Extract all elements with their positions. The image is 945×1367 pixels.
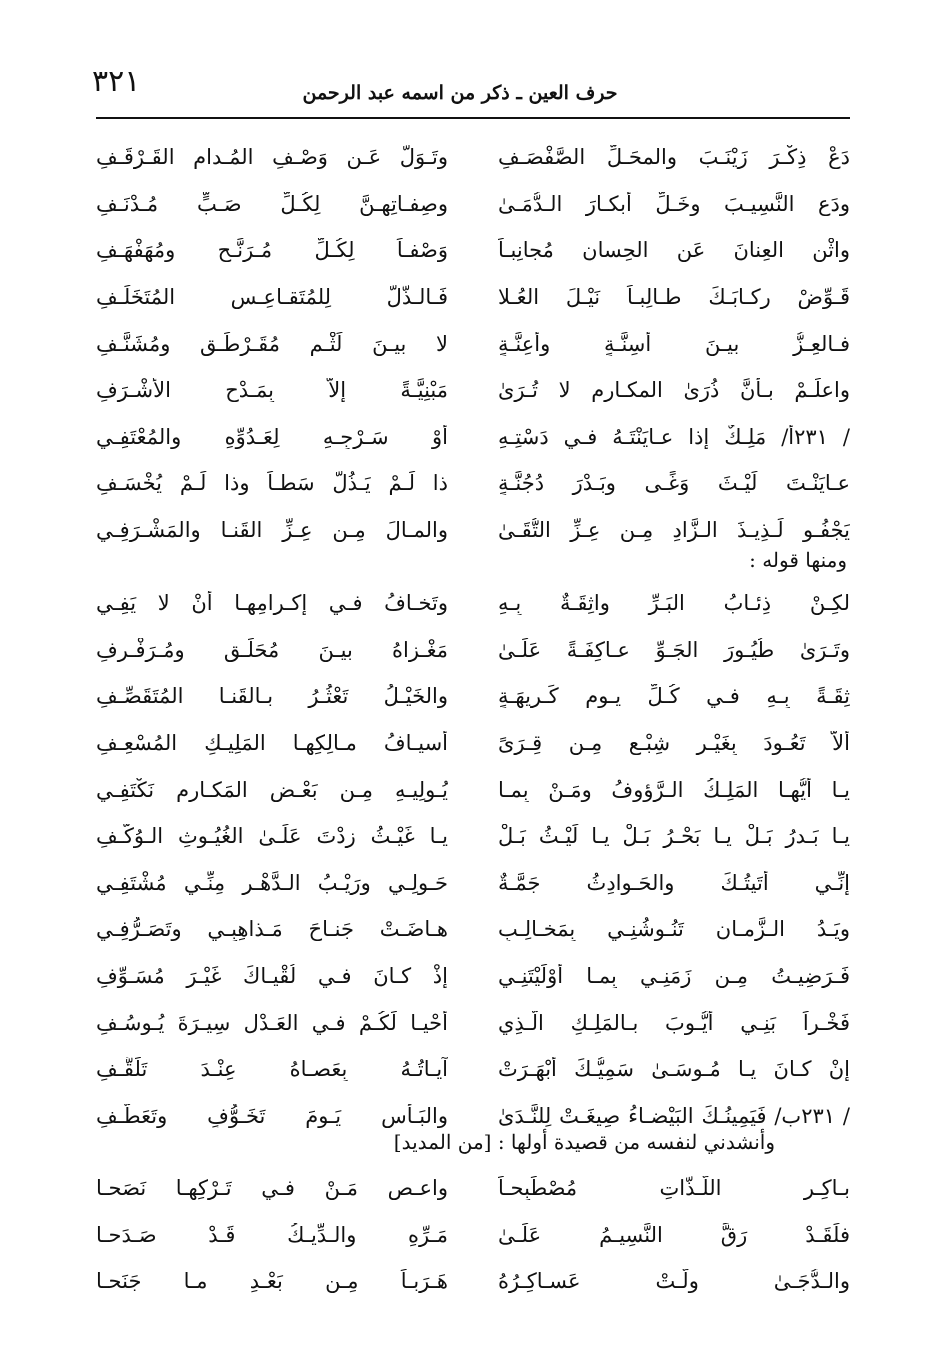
poem-section-1 — [96, 134, 850, 553]
poem-section-3 — [96, 1165, 850, 1305]
first-hemistich: ألاَّ تَعُـودَ بِغَيْـرِ شِبْـعٍ مِـن قِـرَىً — [498, 731, 850, 756]
running-head: حرف العين ـ ذكر من اسمه عبد الرحمن — [302, 82, 618, 104]
first-hemistich: واثْنِ العِنانَ عَنِ الحِسانِ مُجانِبـاً — [498, 238, 850, 263]
second-hemistich: مَبْنِيَّـةً إلاَّ بِمَـدْحِ الأشْـرَفِ — [96, 378, 448, 403]
verse-line — [96, 1258, 850, 1305]
verse-line — [96, 134, 850, 181]
second-hemistich: والمـالَ مِـن عِـزِّ القَنـا والمَشْـرَفِـي — [96, 518, 448, 543]
second-hemistich: يـا غَيْـثُ زِدْتَ عَلَـىٰ الغُيُـوثِ الـوُكَّـفِ — [96, 824, 448, 849]
first-hemistich: يـا أيُّهـا المَلِـكُ الـرَّؤوفُ ومَـنْ بِمـا — [498, 777, 850, 802]
verse-line — [96, 460, 850, 507]
second-hemistich: هـاضَـتْ جَنـاحَ مَـذاهِبِـي وتَصَـرُّفِـي — [96, 917, 448, 942]
verse-line — [96, 1165, 850, 1212]
verse-line — [96, 227, 850, 274]
verse-line — [96, 414, 850, 461]
poem-section-2 — [96, 580, 850, 1139]
first-hemistich: بـاكِـرِ اللَّـذّاتِ مُصْطَبِحـاً — [498, 1176, 850, 1201]
second-hemistich: حَـولِـي ورَيْـبُ الـدَّهْـرِ مِنِّـي مُشْتَفِـي — [96, 870, 448, 895]
verse-line — [96, 673, 850, 720]
second-hemistich: أسيـافُ مـالِكِهـا المَلِيـكِ المُسْعِـفِ — [96, 731, 448, 756]
header-rule — [96, 117, 850, 119]
verse-line — [96, 320, 850, 367]
second-hemistich: وتَـوَلَّ عَـن وَصْـفِ المُـدامِ القَـرْقَـفِ — [96, 145, 448, 170]
first-hemistich: والـدُّجَـىٰ ولَّـتْ عَسـاكِـرُهُ — [498, 1269, 850, 1294]
verse-line — [96, 813, 850, 860]
verse-line — [96, 181, 850, 228]
first-hemistich: فَـرَضِيـتُ مِـن زَمَنِـي بِمـا أوْلَيْتَنِـي — [498, 964, 850, 989]
verse-line — [96, 860, 850, 907]
first-hemistich: دَعْ ذِكْـرَ زَيْنَـبَ والمحَـلِّ الصَّفْصَـفِ — [498, 145, 850, 170]
verse-line — [96, 1046, 850, 1093]
second-hemistich: ذا لَـمْ يَـذُلَّ سَطـاً وذا لَـمْ يُخْسَـفِ — [96, 471, 448, 496]
first-hemistich: ثِقَـةً بِـهِ فـي كُـلِّ يـومٍ كَـرِيهَـةٍ — [498, 684, 850, 709]
first-hemistich: يـا بَـدرُ بَـلْ يـا بَحْـرُ بَـلْ يـا لَيْـثُ بَـلْ — [498, 824, 850, 849]
second-hemistich: هَـرَبـاً مِـن بَعْـدِ مـا جَنَحـا — [96, 1269, 448, 1294]
second-hemistich: وتَخـافُ فـي إكـرامِهـا أنْ لا يَفِـي — [96, 591, 448, 616]
first-hemistich: قَـوِّضْ رِكـابَـكَ طـالِبـاً نَيْـلَ العُـلا — [498, 285, 850, 310]
first-hemistich: / ٢٣١ب/ فَيَمِينُـكَ البَيْضـاءُ صِيغَـتْ لِلنَّـدَىٰ — [498, 1103, 850, 1128]
second-hemistich: والخَيْـلُ تَعْثُـرُ بـالقَنـا المُتَقَصِّـفِ — [96, 684, 448, 709]
first-hemistich: إنِّـي أتَيتُـكَ والحَـوادِثُ جَمَّـةٌ — [498, 870, 850, 895]
second-hemistich: وصِفـاتِهِـنَّ لِكُـلِّ صَـبٍّ مُـدْنَـفِ — [96, 191, 448, 216]
first-hemistich: / ٢٣١أ/ مَلِـكٌ إذا عـايَنْتَـهُ فـي دَسْتِـهِ — [498, 424, 850, 449]
second-hemistich: أوْ سَـرْجِـهِ لِعَـدُوِّهِ والمُعْتَفِـي — [96, 424, 448, 449]
first-hemistich: لكِـنْ ذِئـابُ البَـرِّ واثِقَـةٌ بِـهِ — [498, 591, 850, 616]
verse-line — [96, 953, 850, 1000]
second-hemistich: واعـصِ مَـنْ فـي تَـرْكِهـا نَصَحـا — [96, 1176, 448, 1201]
second-hemistich: والبَـأْسِ يَـومَ تَخَـوُّفٍ وتَعَطُّـفِ — [96, 1103, 448, 1128]
verse-line — [96, 507, 850, 554]
verse-line — [96, 766, 850, 813]
verse-line — [96, 627, 850, 674]
second-hemistich: إذْ كـانَ فـي لُقْيـاكَ غَيْـرَ مُسَـوِّفِ — [96, 964, 448, 989]
verse-line — [96, 999, 850, 1046]
first-hemistich: وتَـرَىٰ طُيُـورَ الجَـوِّ عـاكِفَـةً عَلَـىٰ — [498, 637, 850, 662]
second-hemistich: مَغْـزاهُ بيـنَ مُحَلِّـقٍ ومُـرَفْـرِفِ — [96, 637, 448, 662]
verse-line — [96, 1212, 850, 1259]
section-heading: وأنشدني لنفسه من قصيدة أولها : [من المديد] — [393, 1130, 775, 1154]
second-hemistich: وَصْفـاً لِكُـلِّ مُـرَنَّـحٍ ومُهَفْهَـفِ — [96, 238, 448, 263]
page-number: ٣٢١ — [92, 64, 141, 99]
first-hemistich: يَجْفُـو لَـذِيـذَ الـزَّادِ مِـن عِـزِّ التُّقَـىٰ — [498, 518, 850, 543]
second-hemistich: فَـالـذُّلُّ لِلمُتَقـاعِـسِ المُتَخَلِّـفِ — [96, 285, 448, 310]
second-hemistich: أحْيـا لَكُـمْ فـي العَـدْلِ سِيـرَةَ يُـوسُـفِ — [96, 1010, 448, 1035]
section-heading: ومنها قوله : — [749, 548, 847, 572]
first-hemistich: واعلَـمْ بـأنَّ ذُرَىٰ المكـارمِ لا تُـرَىٰ — [498, 378, 850, 403]
verse-line — [96, 580, 850, 627]
first-hemistich: ويَـدُ الـزَّمـانِ تَنُـوشُنِـي بِمَخـالِـبٍ — [498, 917, 850, 942]
second-hemistich: مَـرِّهِ والـدِّيـكُ قَـدْ صَـدَحـا — [96, 1222, 448, 1247]
first-hemistich: ودَعِ النَّسِيـبَ وخَـلِّ أبكـارَ الـدُّمَـىٰ — [498, 191, 850, 216]
first-hemistich: عـايَنْـتَ لَيْـثَ وَغًـى وبَـدْرَ دُجُنَّـةٍ — [498, 471, 850, 496]
first-hemistich: فَخْـراً بَنِـي أيُّـوبَ بـالمَلِـكِ الَّـذِي — [498, 1010, 850, 1035]
verse-line — [96, 720, 850, 767]
first-hemistich: فـالعِـزُّ بيـنَ أسِنَّـةٍ وأعِنَّـةٍ — [498, 331, 850, 356]
first-hemistich: إنْ كـانَ يـا مُـوسَـىٰ سَمِيُّـكَ أبْهَـرَتْ — [498, 1057, 850, 1082]
first-hemistich: فلَقَـدْ رَقَّ النَّسِيـمُ عَلَـىٰ — [498, 1222, 850, 1247]
second-hemistich: آيـاتُـهُ بِعَصـاهُ عِنْـدَ تَلَقُّـفِ — [96, 1057, 448, 1082]
verse-line — [96, 906, 850, 953]
second-hemistich: يُـولِيـهِ مِـن بَعْـضِ المَكـارِمِ نَكْتَفِـي — [96, 777, 448, 802]
second-hemistich: لا بيـنَ لَثْـمِ مُقَـرْطَـقٍ ومُشَنَّـفِ — [96, 331, 448, 356]
verse-line — [96, 274, 850, 321]
verse-line — [96, 367, 850, 414]
